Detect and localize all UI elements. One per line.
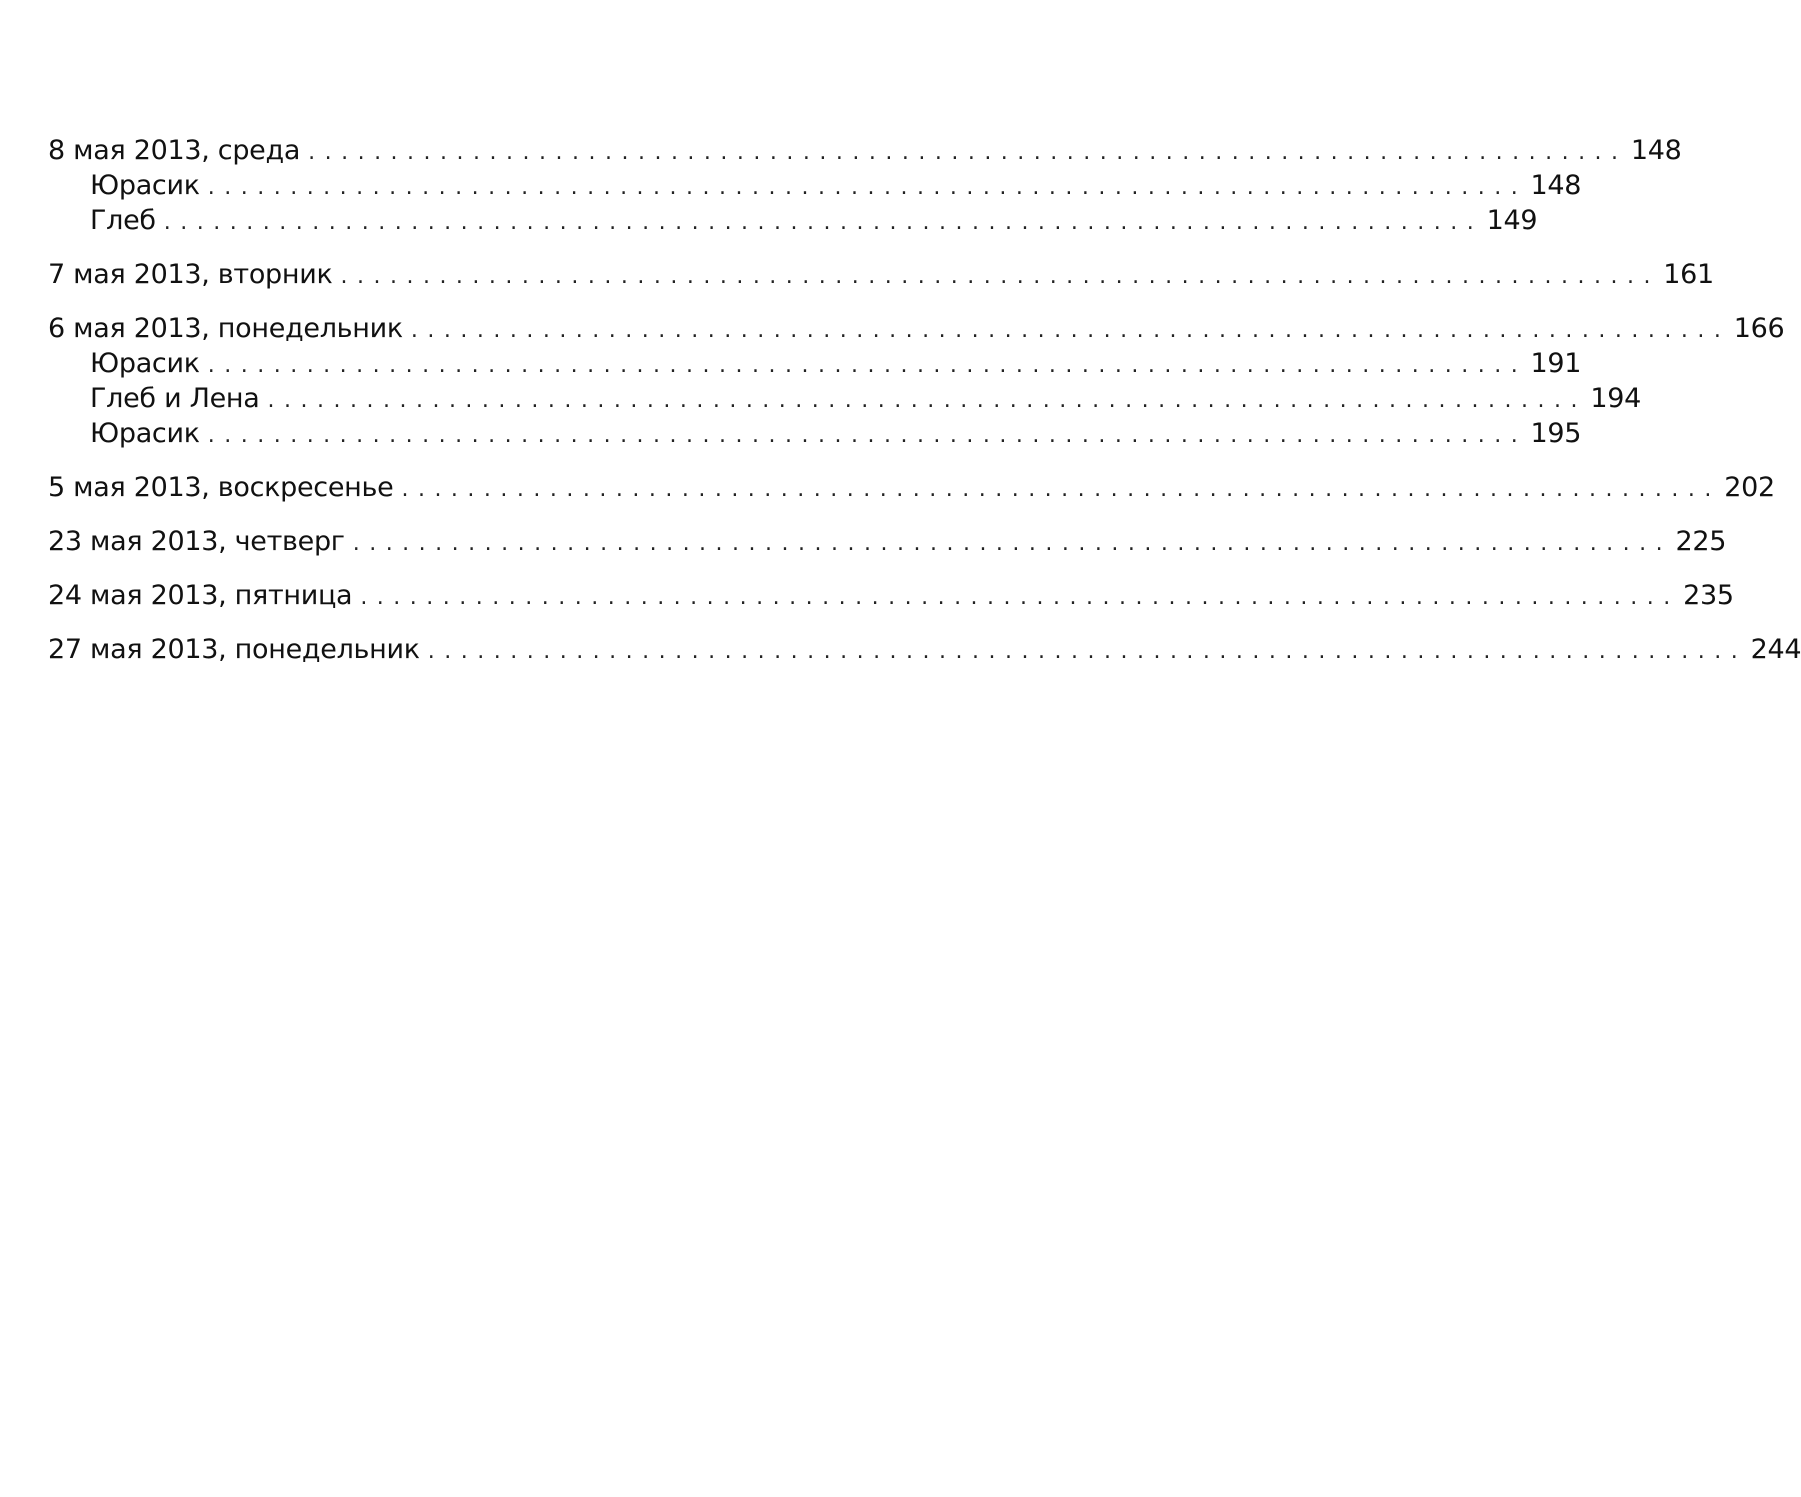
toc-entry-label: Юрасик <box>90 348 200 379</box>
toc-page-number: 148 <box>1530 170 1582 201</box>
toc-page-number: 244 <box>1750 634 1801 665</box>
dot-leader: ................................................................................ <box>340 264 1660 289</box>
toc-entry <box>48 257 1714 292</box>
table-of-contents <box>48 133 1801 686</box>
toc-group <box>48 470 1775 505</box>
toc-group <box>48 524 1727 559</box>
toc-entry-label: 24 мая 2013, пятница <box>48 580 353 611</box>
dot-leader: ................................................................................ <box>267 388 1587 413</box>
toc-entry <box>48 578 1734 613</box>
toc-page-number: 191 <box>1530 348 1582 379</box>
toc-entry-label: Юрасик <box>90 418 200 449</box>
toc-entry-label: 6 мая 2013, понедельник <box>48 313 403 344</box>
dot-leader: ................................................................................ <box>207 353 1528 378</box>
dot-leader: ................................................................................ <box>163 210 1484 235</box>
toc-entry-label: Глеб <box>90 205 156 236</box>
toc-group <box>48 133 1682 238</box>
toc-page-number: 195 <box>1530 418 1582 449</box>
dot-leader: ................................................................................ <box>410 318 1731 343</box>
toc-entry-label: 8 мая 2013, среда <box>48 135 301 166</box>
toc-page-number: 161 <box>1663 259 1714 290</box>
toc-entry-label: Глеб и Лена <box>90 383 260 414</box>
toc-page-number: 235 <box>1683 580 1734 611</box>
toc-group <box>48 257 1714 292</box>
toc-subentry <box>48 168 1582 203</box>
toc-entry-label: 27 мая 2013, понедельник <box>48 634 420 665</box>
dot-leader: ................................................................................ <box>401 477 1721 502</box>
toc-group <box>48 311 1785 451</box>
toc-page-number: 194 <box>1590 383 1641 414</box>
toc-page-number: 166 <box>1733 313 1785 344</box>
toc-entry <box>48 311 1785 346</box>
toc-page-number: 202 <box>1724 472 1775 503</box>
toc-entry-label: 7 мая 2013, вторник <box>48 259 333 290</box>
dot-leader: ................................................................................ <box>207 423 1528 448</box>
toc-group <box>48 578 1734 613</box>
toc-page-number: 149 <box>1486 205 1538 236</box>
toc-subentry <box>48 203 1538 238</box>
toc-subentry <box>48 346 1582 381</box>
toc-entry-label: 5 мая 2013, воскресенье <box>48 472 394 503</box>
dot-leader: ................................................................................ <box>207 175 1528 200</box>
toc-group <box>48 632 1801 667</box>
toc-entry <box>48 632 1801 667</box>
dot-leader: ................................................................................ <box>308 140 1628 165</box>
toc-entry-label: Юрасик <box>90 170 200 201</box>
toc-subentry <box>48 416 1582 451</box>
toc-entry <box>48 133 1682 168</box>
toc-entry-label: 23 мая 2013, четверг <box>48 526 345 557</box>
toc-entry <box>48 470 1775 505</box>
dot-leader: ................................................................................ <box>427 639 1748 664</box>
dot-leader: ................................................................................ <box>352 531 1673 556</box>
toc-page-number: 148 <box>1630 135 1682 166</box>
toc-subentry <box>48 381 1641 416</box>
dot-leader: ................................................................................ <box>360 585 1680 610</box>
toc-page-number: 225 <box>1675 526 1727 557</box>
toc-entry <box>48 524 1727 559</box>
